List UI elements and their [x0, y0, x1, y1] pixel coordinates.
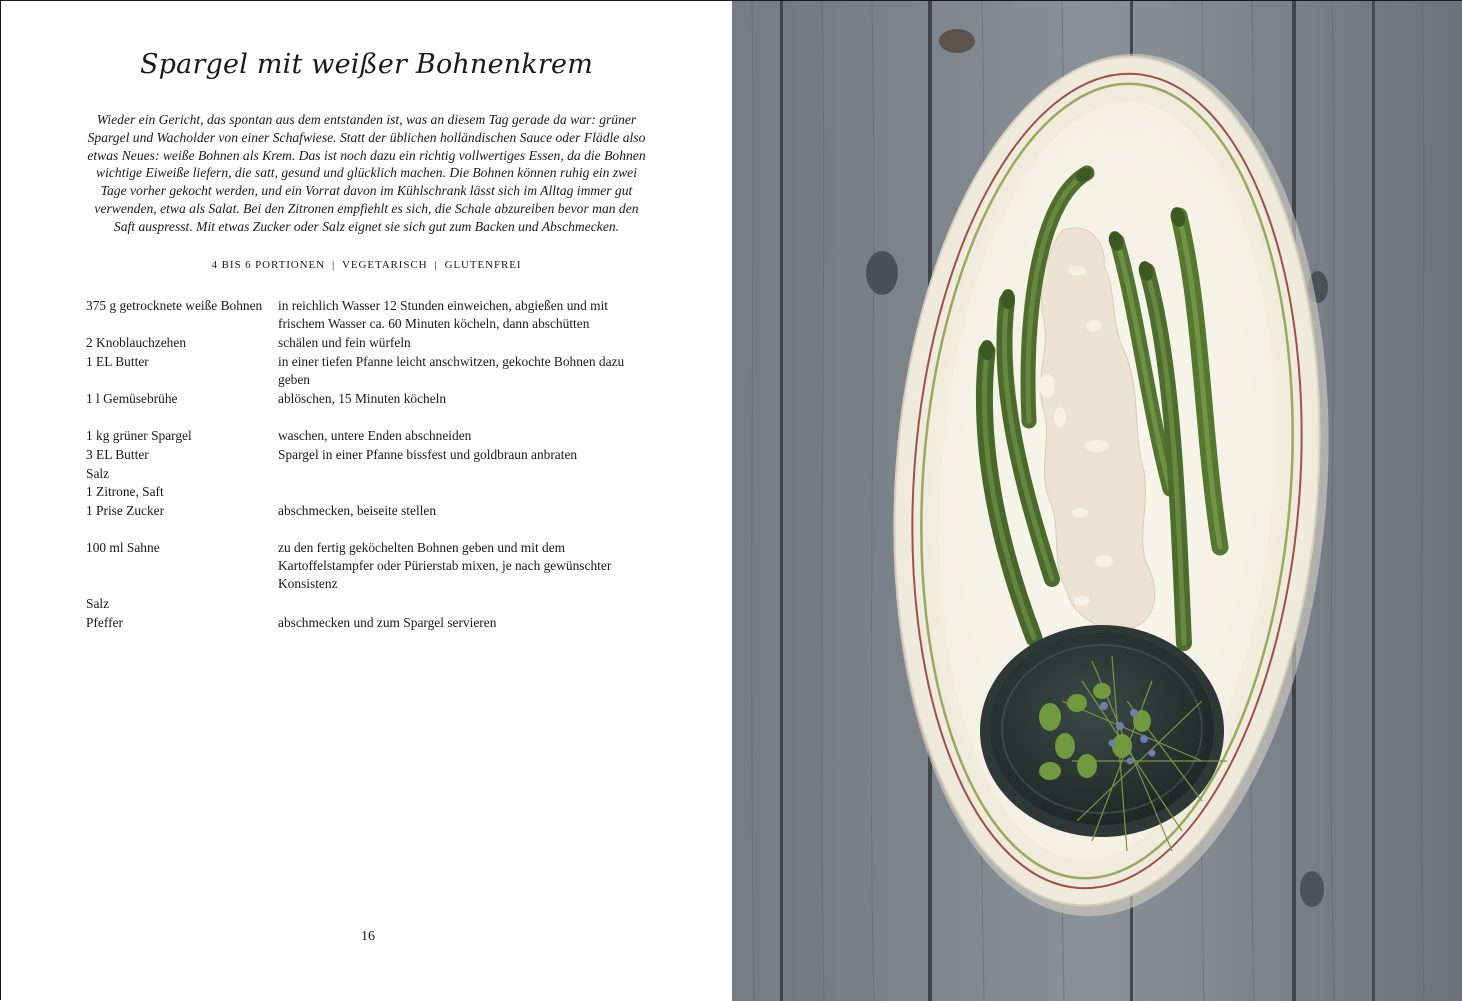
tag-portions: 4 BIS 6 PORTIONEN [211, 259, 325, 271]
instruction: schälen und fein würfeln [278, 335, 411, 350]
ingredient: 100 ml Sahne [86, 540, 160, 555]
left-page [1, 1, 732, 1001]
ingredient: 2 Knoblauchzehen [86, 335, 187, 350]
recipe-title: Spargel mit weißer Bohnenkrem [139, 49, 594, 80]
ingredient: 1 Zitrone, Saft [86, 484, 164, 499]
ingredient: 375 g getrocknete weiße Bohnen [86, 298, 263, 313]
tag-separator: | [331, 259, 336, 271]
asparagus-dish-photo [732, 1, 1462, 1001]
ingredient: Pfeffer [86, 615, 123, 630]
ingredient: Salz [86, 596, 110, 611]
instruction: abschmecken, beiseite stellen [278, 503, 437, 518]
instruction: waschen, untere Enden abschneiden [278, 428, 472, 443]
ingredient: Salz [86, 466, 110, 481]
ingredient: 1 EL Butter [86, 354, 149, 369]
recipe-tags [1, 259, 732, 271]
ingredient: 1 l Gemüsebrühe [86, 391, 178, 406]
instruction: abschmecken und zum Spargel servieren [278, 615, 497, 630]
tag-glutenfree: GLUTENFREI [444, 259, 522, 271]
tag-separator: | [434, 259, 438, 271]
ingredient: 1 Prise Zucker [86, 503, 165, 518]
instruction: zu den fertig geköchelten Bohnen geben und mit dem Kartoffelstampfer oder Pürierstab mixen, je nach gewünschter Konsistenz [278, 540, 612, 591]
tag-vegetarian: VEGETARISCH [342, 259, 428, 271]
instruction: in reichlich Wasser 12 Stunden einweichen, abgießen und mit frischem Wasser ca. 60 Minuten köcheln, dann abschütten [278, 298, 609, 331]
instruction: in einer tiefen Pfanne leicht anschwitzen, gekochte Bohnen dazu geben [278, 354, 625, 387]
recipe-intro: Wieder ein Gericht, das spontan aus dem entstanden ist, was an diesem Tag gerade da war: grüner Spargel und Wacholder von einer Schafwiese. Statt der üblichen holländischen Sauce oder Flädle also etwas Neues: weiße Bohnen als Krem. Das ist noch dazu ein richtig vollwertiges Essen, da die Bohnen wichtige Eiweiße liefern, die satt, gesund und glücklich machen. Die Bohnen können ruhig ein zwei Tage vorher gekocht werden, und ein Vorrat davon im Kühlschrank lässt sich im Alltag immer gut verwenden, etwa als Salat. Bei den Zitronen empfiehlt es sich, die Schale abzureiben bevor man den Saft auspresst. Mit etwas Zucker oder Salz eignet sie sich gut zum Backen und Abschmecken. [87, 112, 646, 234]
page-number: 16 [361, 929, 375, 944]
ingredient: 1 kg grüner Spargel [86, 428, 192, 443]
right-page [732, 1, 1462, 1001]
ingredient: 3 EL Butter [86, 447, 149, 462]
instruction: Spargel in einer Pfanne bissfest und goldbraun anbraten [278, 447, 578, 462]
instruction: ablöschen, 15 Minuten köcheln [278, 391, 447, 406]
